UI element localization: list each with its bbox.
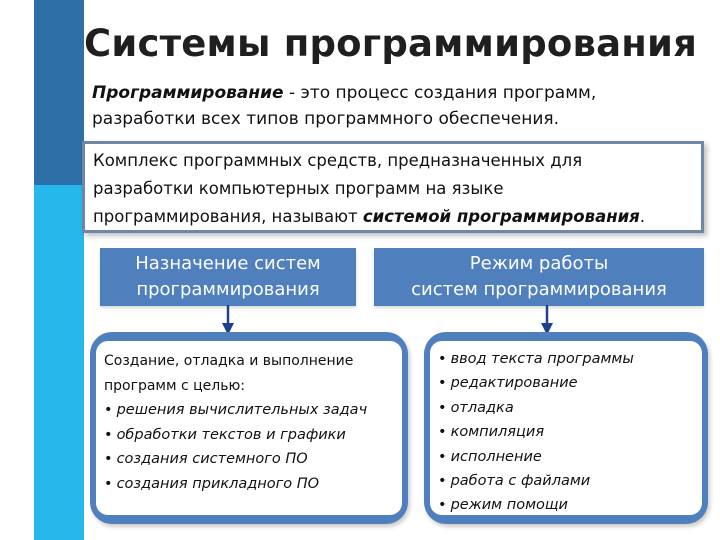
list-item: • режим помощи (438, 497, 568, 514)
purpose-intro-line2: программ с целью: (104, 377, 245, 394)
list-item: • создания системного ПО (104, 451, 308, 467)
purpose-header-line1: Назначение систем (135, 253, 321, 274)
definition-rest: - это процесс создания программ, (283, 83, 597, 103)
list-item: • решения вычислительных задач (104, 402, 368, 418)
box-line2: разработки компьютерных программ на языке (93, 179, 504, 198)
list-item: • отладка (438, 399, 514, 416)
mode-header (374, 248, 704, 306)
box-line3-suffix: . (639, 207, 646, 226)
list-item: • редактирование (438, 375, 578, 392)
purpose-header (100, 248, 356, 306)
page-title: Системы программирования (84, 22, 698, 65)
mode-panel-content (430, 341, 702, 515)
box-line3-emphasis: системой программирования (362, 207, 640, 226)
list-item: • ввод текста программы (438, 351, 634, 367)
left-stripe-light (34, 185, 84, 540)
list-item: • создания прикладного ПО (104, 475, 320, 492)
definition-line2: разработки всех типов программного обеспечения. (92, 109, 560, 129)
purpose-header-line2: программирования (136, 279, 320, 300)
left-stripe-dark (34, 0, 84, 185)
purpose-panel (90, 332, 408, 524)
mode-header-line2: систем программирования (411, 279, 667, 300)
purpose-panel-content (96, 341, 402, 515)
list-item: • работа с файлами (438, 473, 591, 490)
list-item: • исполнение (438, 448, 542, 465)
box-line3-prefix: программирования, называют (93, 207, 363, 226)
down-arrow-icon (541, 305, 553, 335)
definition-text (92, 80, 692, 132)
down-arrow-icon (222, 305, 234, 335)
list-item: • компиляция (438, 424, 545, 441)
box-line1: Комплекс программных средств, предназначенных для (93, 151, 583, 170)
mode-header-line1: Режим работы (469, 253, 609, 274)
definition-term: Программирование (92, 83, 284, 103)
purpose-intro-line1: Создание, отладка и выполнение (104, 353, 354, 369)
definition-box-text (93, 147, 699, 231)
definition-box (82, 141, 704, 233)
mode-panel (424, 332, 708, 524)
list-item: • обработки текстов и графики (104, 426, 346, 443)
